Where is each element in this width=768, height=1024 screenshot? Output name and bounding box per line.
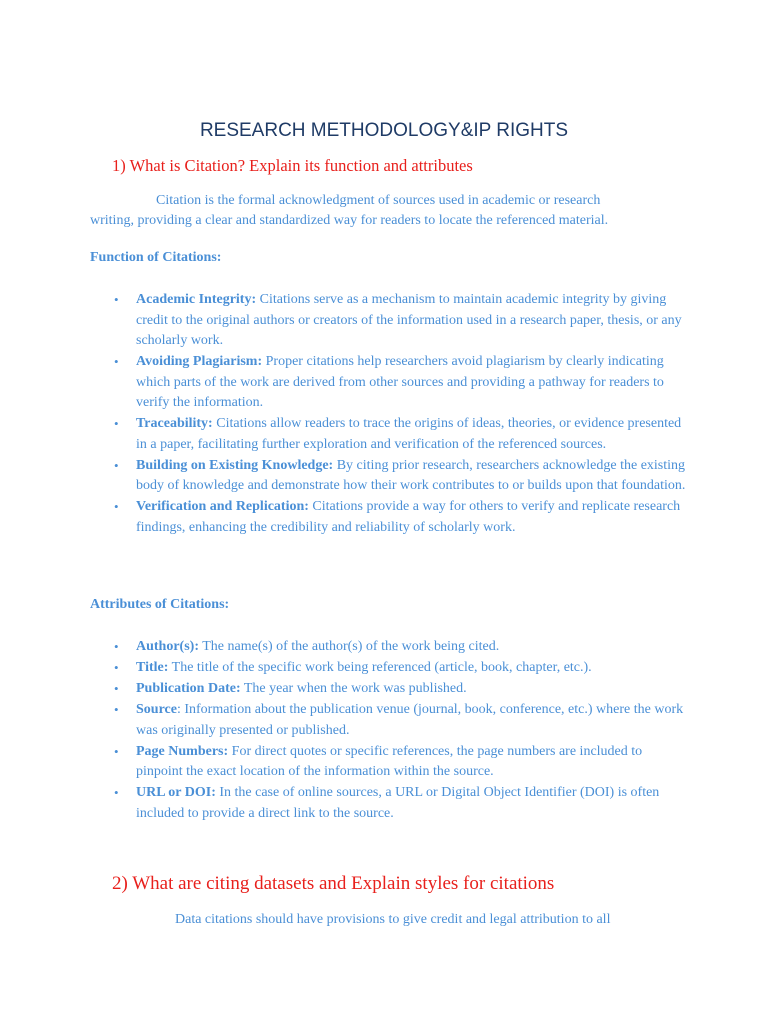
- bullet-icon: •: [114, 416, 119, 431]
- function-term: Building on Existing Knowledge:: [136, 457, 334, 473]
- data-citations-paragraph: Data citations should have provisions to give credit and legal attribution to all: [175, 912, 611, 927]
- attribute-term: Author(s):: [136, 639, 199, 654]
- bullet-icon: •: [114, 681, 119, 696]
- bullet-icon: •: [114, 354, 119, 369]
- attribute-text: In the case of online sources, a URL or Digital Object Identifier (DOI) is often included to provide a direct link to the source.: [136, 785, 660, 821]
- bullet-icon: •: [114, 743, 119, 759]
- list-item: [90, 742, 690, 783]
- citation-intro-paragraph: [90, 191, 690, 231]
- question-1-heading: 1) What is Citation? Explain its function and attributes: [112, 156, 473, 175]
- attribute-term: Publication Date:: [136, 681, 241, 696]
- function-text: Proper citations help researchers avoid plagiarism by clearly indicating which parts of the work are derived from other sources and providing a pathway for readers to verify the information.: [136, 354, 664, 410]
- list-item: [90, 456, 690, 497]
- bullet-icon: •: [114, 660, 119, 675]
- list-item: [90, 290, 690, 352]
- bullet-icon: •: [114, 292, 119, 307]
- function-text: Citations serve as a mechanism to maintain academic integrity by giving credit to the original authors or creators of the information used in a research paper, thesis, or any scholarly work.: [136, 292, 682, 348]
- attributes-heading: Attributes of Citations:: [90, 597, 230, 612]
- bullet-icon: •: [114, 499, 119, 514]
- attribute-term: URL or DOI:: [136, 785, 216, 800]
- function-text: By citing prior research, researchers acknowledge the existing body of knowledge and demonstrate how their work contributes to or builds upon that foundation.: [136, 457, 686, 493]
- list-item: [90, 414, 690, 455]
- bullet-icon: •: [114, 457, 119, 473]
- function-text: Citations allow readers to trace the origins of ideas, theories, or evidence presented in a paper, facilitating further exploration and verification of the referenced sources.: [136, 416, 682, 452]
- function-term: Academic Integrity:: [136, 292, 257, 307]
- attributes-list: [90, 637, 690, 825]
- bullet-icon: •: [114, 702, 119, 717]
- list-item: [90, 700, 690, 741]
- bullet-icon: •: [114, 639, 119, 654]
- attribute-text: The year when the work was published.: [240, 681, 467, 696]
- bullet-icon: •: [114, 785, 119, 800]
- list-item: [90, 679, 690, 700]
- function-term: Traceability:: [136, 416, 213, 431]
- list-item: [90, 783, 690, 824]
- attribute-text: : Information about the publication venue (journal, book, conference, etc.) where the work was originally presented or published.: [136, 702, 684, 738]
- document-title: RESEARCH METHODOLOGY&IP RIGHTS: [199, 120, 569, 141]
- attribute-term: Title:: [136, 660, 169, 675]
- attribute-text: For direct quotes or specific references, the page numbers are included to pinpoint the exact location of the information within the source.: [136, 743, 643, 779]
- attribute-text: The title of the specific work being referenced (article, book, chapter, etc.).: [168, 660, 592, 675]
- list-item: [90, 497, 690, 538]
- list-item: [90, 637, 690, 658]
- function-text: Citations provide a way for others to verify and replicate research findings, enhancing the credibility and reliability of scholarly work.: [136, 499, 681, 535]
- list-item: [90, 352, 690, 414]
- functions-heading: Function of Citations:: [90, 250, 222, 265]
- attribute-text: The name(s) of the author(s) of the work being cited.: [199, 639, 500, 654]
- attribute-term: Source: [136, 702, 177, 717]
- intro-line-1: Citation is the formal acknowledgment of sources used in academic or research: [156, 193, 601, 208]
- question-2-heading: 2) What are citing datasets and Explain styles for citations: [112, 873, 555, 894]
- function-term: Avoiding Plagiarism:: [136, 354, 263, 369]
- function-term: Verification and Replication:: [136, 499, 309, 514]
- list-item: [90, 658, 690, 679]
- intro-line-2: writing, providing a clear and standardized way for readers to locate the referenced material.: [90, 213, 609, 228]
- attribute-term: Page Numbers:: [136, 743, 229, 759]
- functions-list: [90, 290, 690, 539]
